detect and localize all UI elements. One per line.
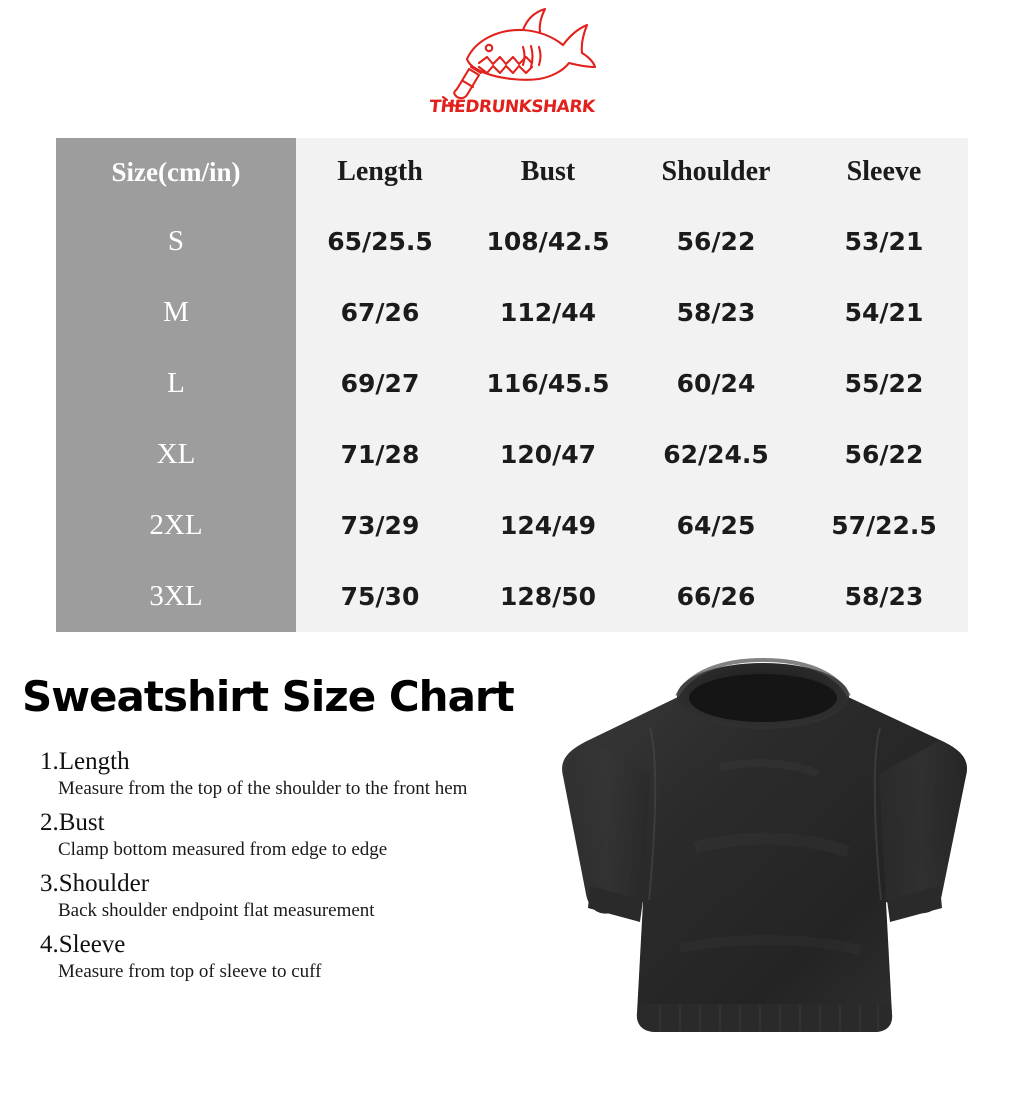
cell-sleeve: 58/23 [844, 582, 924, 611]
column-header-size: Size(cm/in) [56, 138, 296, 206]
note-body: Clamp bottom measured from edge to edge [58, 838, 388, 860]
note-heading: 3.Shoulder [40, 869, 150, 897]
cell-sleeve: 53/21 [844, 227, 924, 256]
note-heading: 1.Length [40, 748, 130, 775]
cell-sleeve: 54/21 [844, 298, 924, 327]
page-title: Sweatshirt Size Chart [22, 672, 514, 721]
table-row [56, 419, 968, 490]
note-heading: 2.Bust [40, 808, 105, 836]
column-header-shoulder: Shoulder [661, 156, 771, 187]
measurement-guide-section [0, 660, 1024, 1103]
table-row [56, 348, 968, 419]
row-size-label: S [56, 206, 296, 277]
cell-length: 73/29 [340, 511, 420, 540]
cell-length: 65/25.5 [327, 227, 433, 256]
table-row [56, 206, 968, 277]
table-header-row [56, 138, 968, 206]
note-body: Measure from the top of the shoulder to the front hem [58, 777, 468, 799]
table-row [56, 490, 968, 561]
cell-length: 69/27 [340, 369, 420, 398]
table-row [56, 561, 968, 632]
cell-length: 71/28 [340, 440, 420, 469]
cell-bust: 128/50 [499, 582, 597, 611]
row-size-label: 3XL [56, 561, 296, 632]
size-chart-table [56, 138, 968, 632]
brand-name: THEDRUNKSHARK [428, 97, 596, 117]
list-item [40, 870, 540, 922]
cell-sleeve: 56/22 [844, 440, 924, 469]
column-header-bust: Bust [520, 156, 576, 187]
list-item [40, 748, 540, 800]
cell-bust: 112/44 [499, 298, 597, 327]
cell-sleeve: 55/22 [844, 369, 924, 398]
measurement-notes-list [40, 748, 540, 992]
cell-bust: 116/45.5 [486, 369, 610, 398]
row-size-label: XL [56, 419, 296, 490]
cell-bust: 108/42.5 [486, 227, 610, 256]
list-item [40, 931, 540, 983]
cell-shoulder: 66/26 [676, 582, 756, 611]
cell-sleeve: 57/22.5 [831, 511, 937, 540]
note-body: Back shoulder endpoint flat measurement [58, 899, 375, 921]
row-size-label: M [56, 277, 296, 348]
list-item [40, 809, 540, 861]
note-heading: 4.Sleeve [40, 930, 126, 958]
row-size-label: 2XL [56, 490, 296, 561]
cell-length: 67/26 [340, 298, 420, 327]
cell-shoulder: 58/23 [676, 298, 756, 327]
column-header-length: Length [337, 156, 423, 187]
cell-shoulder: 60/24 [676, 369, 756, 398]
note-body: Measure from top of sleeve to cuff [58, 960, 322, 982]
sweatshirt-product-image [530, 648, 1000, 1078]
cell-bust: 124/49 [499, 511, 597, 540]
column-header-sleeve: Sleeve [846, 156, 922, 187]
cell-length: 75/30 [340, 582, 420, 611]
cell-shoulder: 64/25 [676, 511, 756, 540]
table-row [56, 277, 968, 348]
cell-shoulder: 62/24.5 [663, 440, 769, 469]
cell-shoulder: 56/22 [676, 227, 756, 256]
row-size-label: L [56, 348, 296, 419]
brand-logo [0, 4, 1024, 122]
cell-bust: 120/47 [499, 440, 597, 469]
